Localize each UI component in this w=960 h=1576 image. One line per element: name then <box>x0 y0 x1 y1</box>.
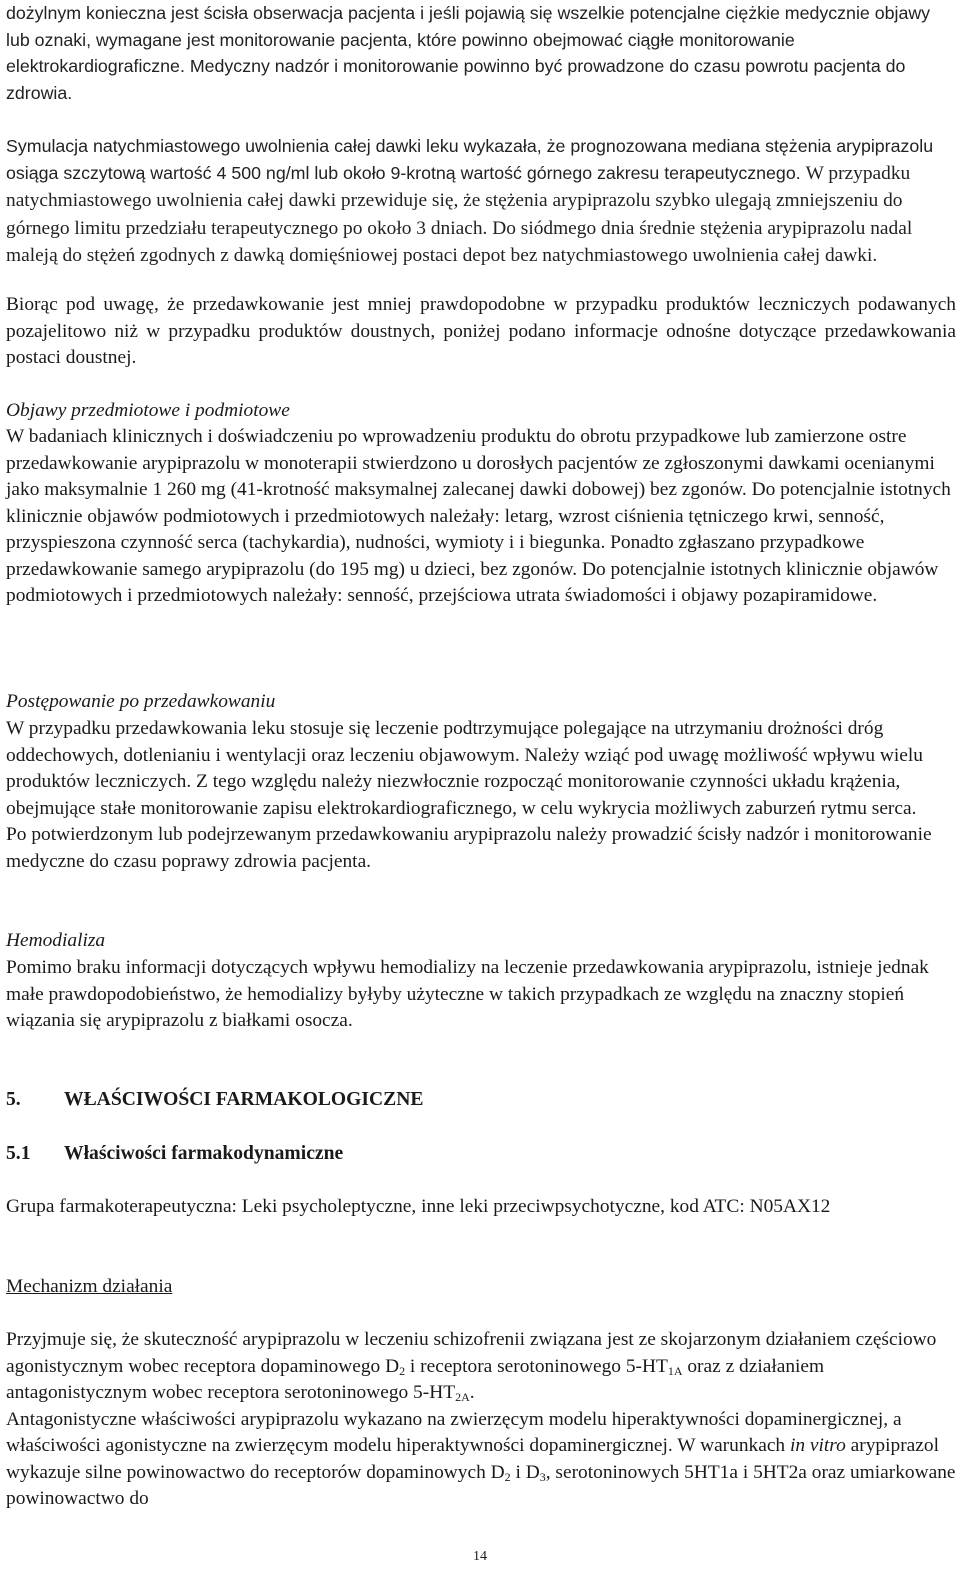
heading-hemodialysis: Hemodializa <box>6 930 106 951</box>
section-5-1-number: 5.1 <box>6 1143 31 1164</box>
section-5-1-heading <box>6 1141 343 1167</box>
mechanism-text-6: arypiprazol wykazuje silne powinowactwo do receptorów dopaminowych D <box>6 1435 939 1483</box>
paragraph-mechanism <box>6 1327 956 1513</box>
section-5-1-title: Właściwości farmakodynamiczne <box>64 1143 344 1164</box>
subscript-d3: 3 <box>539 1469 546 1484</box>
subscript-d2: 2 <box>399 1363 406 1378</box>
mechanism-text-4: . <box>469 1382 475 1403</box>
paragraph-considering: Biorąc pod uwagę, że przedawkowanie jest mniej prawdopodobne w przypadku produktów leczniczych podawanych pozajelitowo niż w przypadku produktów doustnych, poniżej podano informacje odnośne dotyczące przedawkowania postaci doustnej. <box>6 294 956 368</box>
paragraph-symptoms: W badaniach klinicznych i doświadczeniu po wprowadzeniu produktu do obrotu przypadkowe lub zamierzone ostre przedawkowanie arypiprazolu w monoterapii stwierdzono u dorosłych pacjentów ze zgłoszonymi dawkami ocenianymi jako maksymalnie 1 260 mg (41-krotność maksymalnej zalecanej dawki dobowej) bez zgonów. Do potencjalnie istotnych klinicznie objawów podmiotowych i przedmiotowych należały: letarg, wzrost ciśnienia tętniczego krwi, senność, przyspieszona czynność serca (tachykardia), nudności, wymioty i i biegunka. Ponadto zgłaszano przypadkowe przedawkowanie samego arypiprazolu (do 195 mg) u dzieci, bez zgonów. Do potencjalnie istotnych klinicznie objawów podmiotowych i przedmiotowych należały: senność, przejściowa utrata świadomości i objawy pozapiramidowe. <box>6 426 951 606</box>
paragraph-simulation <box>6 133 946 270</box>
mechanism-text-5: Antagonistyczne właściwości arypiprazolu wykazano na zwierzęcym modelu hiperaktywności dopaminergicznej, a właściwości agonistyczne na zwierzęcym modelu hiperaktywności dopaminergicznej. W warunkach <box>6 1408 902 1456</box>
paragraph-hemodialysis: Pomimo braku informacji dotyczących wpływu hemodializy na leczenie przedawkowania arypiprazolu, istnieje jednak małe prawdopodobieństwo, że hemodializy byłyby użyteczne w takich przypadkach ze względu na znaczny stopień wiązania się arypiprazolu z białkami osocza. <box>6 957 929 1031</box>
paragraph-intro: dożylnym konieczna jest ścisła obserwacja pacjenta i jeśli pojawią się wszelkie potencjalne ciężkie medycznie objawy lub oznaki, wymagane jest monitorowanie pacjenta, które powinno obejmować ciągłe monitorowanie elektrokardiograficzne. Medyczny nadzór i monitorowanie powinno być prowadzone do czasu powrotu pacjenta do zdrowia. <box>6 3 931 103</box>
immediate-release-text: W przypadku natychmiastowego uwolnienia całej dawki przewiduje się, że stężenia arypiprazolu szybko ulegają zmniejszeniu do górnego limitu przedziału terapeutycznego po około 3 dniach. Do siódmego dnia średnie stężenia arypiprazolu nadal maleją do stężeń zgodnych z dawką domięśniowej postaci depot bez natychmiastowego uwolnienia całej dawki. <box>6 162 913 266</box>
mechanism-text-7: i D <box>510 1461 540 1483</box>
mechanism-text-1: Przyjmuje się, że skuteczność arypiprazolu w leczeniu schizofrenii związana jest ze skojarzonym działaniem częściowo agonistycznym wobec receptora dopaminowego D <box>6 1329 937 1377</box>
simulation-text: Symulacja natychmiastowego uwolnienia całej dawki leku wykazała, że prognozowana mediana stężenia arypiprazolu osiąga szczytową wartość 4 500 ng/ml lub około 9-krotną wartość górnego zakresu terapeutycznego. <box>6 136 934 183</box>
page-number: 14 <box>473 1549 487 1564</box>
mechanism-text-8: , serotoninowych 5HT1a i 5HT2a oraz umiarkowane powinowactwo do <box>6 1461 956 1509</box>
subscript-2a: 2A <box>455 1390 470 1404</box>
paragraph-management: W przypadku przedawkowania leku stosuje się leczenie podtrzymujące polegające na utrzymaniu drożności dróg oddechowych, dotlenianiu i wentylacji oraz leczeniu objawowym. Należy wziąć pod uwagę możliwość wpływu wielu produktów leczniczych. Z tego względu należy niezwłocznie rozpocząć monitorowanie czynności układu krążenia, obejmujące stałe monitorowanie zapisu elektrokardiograficznego, w celu wykrycia możliwych zaburzeń rytmu serca. Po potwierdzonym lub podejrzewanym przedawkowaniu arypiprazolu należy prowadzić ścisły nadzór i monitorowanie medyczne do czasu poprawy zdrowia pacjenta. <box>6 718 932 872</box>
mechanism-text-2: i receptora serotoninowego 5-HT <box>405 1355 668 1377</box>
subscript-d2-b: 2 <box>504 1469 511 1484</box>
mechanism-text-3: oraz z działaniem antagonistycznym wobec receptora serotoninowego 5-HT <box>6 1355 825 1403</box>
heading-management: Postępowanie po przedawkowaniu <box>6 691 276 712</box>
heading-symptoms: Objawy przedmiotowe i podmiotowe <box>6 400 290 421</box>
in-vitro-italic: in vitro <box>789 1435 846 1456</box>
subscript-1a: 1A <box>667 1363 683 1378</box>
section-5-heading <box>6 1087 423 1113</box>
paragraph-pharmacotherapeutic-group: Grupa farmakoterapeutyczna: Leki psycholeptyczne, inne leki przeciwpsychotyczne, kod ATC: N05AX12 <box>6 1196 831 1217</box>
heading-mechanism: Mechanizm działania <box>6 1276 173 1297</box>
section-5-number: 5. <box>6 1089 21 1110</box>
section-5-title: WŁAŚCIWOŚCI FARMAKOLOGICZNE <box>64 1089 424 1110</box>
